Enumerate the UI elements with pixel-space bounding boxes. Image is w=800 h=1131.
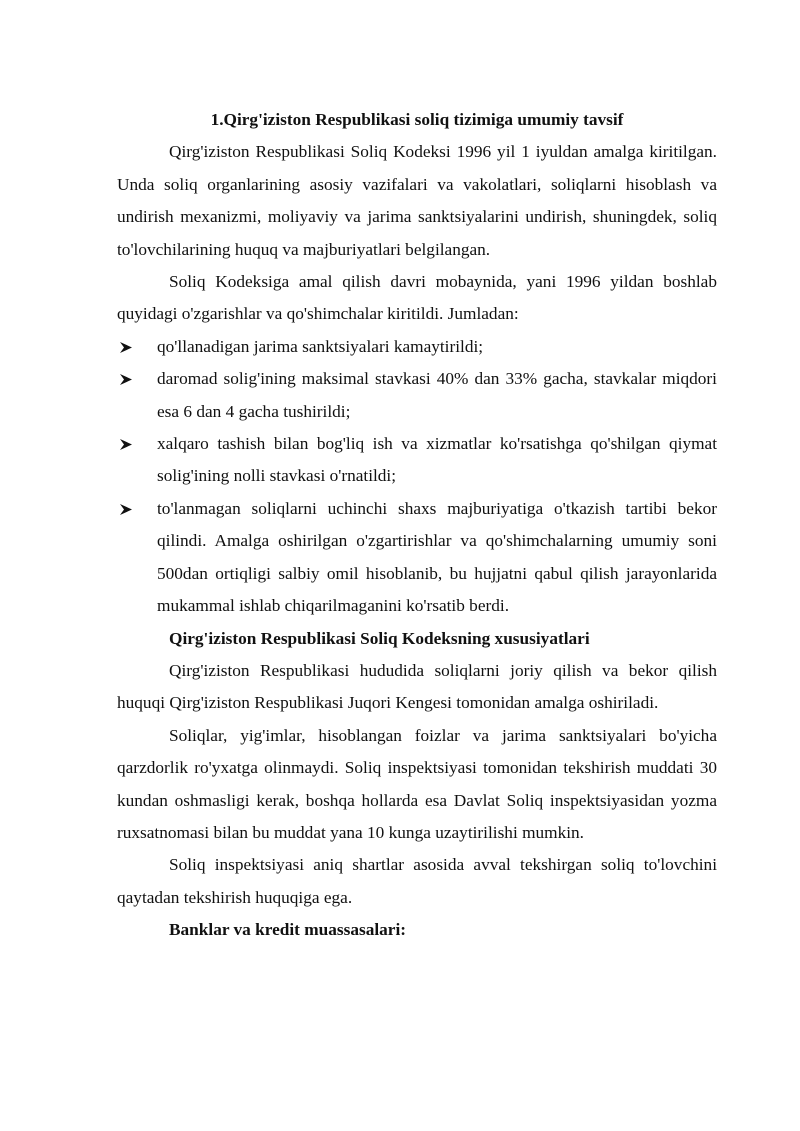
arrowhead-bullet-icon [119, 438, 133, 451]
paragraph: Qirg'iziston Respublikasi hududida soliqlarni joriy qilish va bekor qilish huquqi Qirg'iziston Respublikasi Juqori Kengesi tomonidan amalga oshiriladi. [117, 660, 717, 713]
paragraph: Soliqlar, yig'imlar, hisoblangan foizlar va jarima sanktsiyalari bo'yicha qarzdorlik ro'yxatga olinmaydi. Soliq inspektsiyasi tomonidan tekshirish muddati 30 kundan oshmasligi kerak, boshqa hollarda esa Davlat Soliq inspektsiyasidan yozma ruxsatnomasi bilan bu muddat yana 10 kunga uzaytirilishi mumkin. [117, 725, 717, 842]
subheading-banks: Banklar va kredit muassasalari: [169, 920, 407, 940]
subheading-features: Qirg'iziston Respublikasi Soliq Kodeksning xususiyatlari [169, 628, 590, 648]
list-item-text: daromad solig'ining maksimal stavkasi 40% dan 33% gacha, stavkalar miqdori esa 6 dan 4 gacha tushirildi; [157, 369, 717, 421]
section-title: 1.Qirg'iziston Respublikasi soliq tizimiga umumiy tavsif [210, 110, 624, 129]
document-body [117, 104, 717, 947]
list-item [117, 493, 717, 623]
list-item-text: to'lanmagan soliqlarni uchinchi shaxs majburiyatiga o'tkazish tartibi bekor qilindi. Amalga oshirilgan o'zgartirishlar va qo'shimchalarning umumiy soni 500dan ortiqligi salbiy omil hisoblanib, bu hujjatni qabul qilish jarayonlarida mukammal ishlab chiqarilmaganini ko'rsatib berdi. [157, 498, 717, 616]
paragraph: Soliq Kodeksiga amal qilish davri mobaynida, yani 1996 yildan boshlab quyidagi o'zgarishlar va qo'shimchalar kiritildi. Jumladan: [117, 272, 717, 324]
arrowhead-bullet-icon [119, 373, 133, 386]
paragraph: Soliq inspektsiyasi aniq shartlar asosida avval tekshirgan soliq to'lovchini qaytadan tekshirish huquqiga ega. [117, 855, 717, 907]
list-item [117, 331, 717, 363]
list-item-text: xalqaro tashish bilan bog'liq ish va xizmatlar ko'rsatishga qo'shilgan qiymat solig'ining nolli stavkasi o'rnatildi; [157, 434, 717, 486]
list-item [117, 363, 717, 428]
arrowhead-bullet-icon [119, 503, 133, 516]
arrowhead-bullet-icon [119, 341, 133, 354]
list-item [117, 428, 717, 493]
paragraph: Qirg'iziston Respublikasi Soliq Kodeksi 1996 yil 1 iyuldan amalga kiritilgan. Unda soliq organlarining asosiy vazifalari va vakolatlari, soliqlarni hisoblash va undirish mexanizmi, moliyaviy va jarima sanktsiyalarini undirish, shuningdek, soliq to'lovchilarining huquq va majburiyatlari belgilangan. [117, 142, 717, 259]
list-item-text: qo'llanadigan jarima sanktsiyalari kamaytirildi; [157, 336, 484, 356]
bullet-list [117, 331, 717, 623]
